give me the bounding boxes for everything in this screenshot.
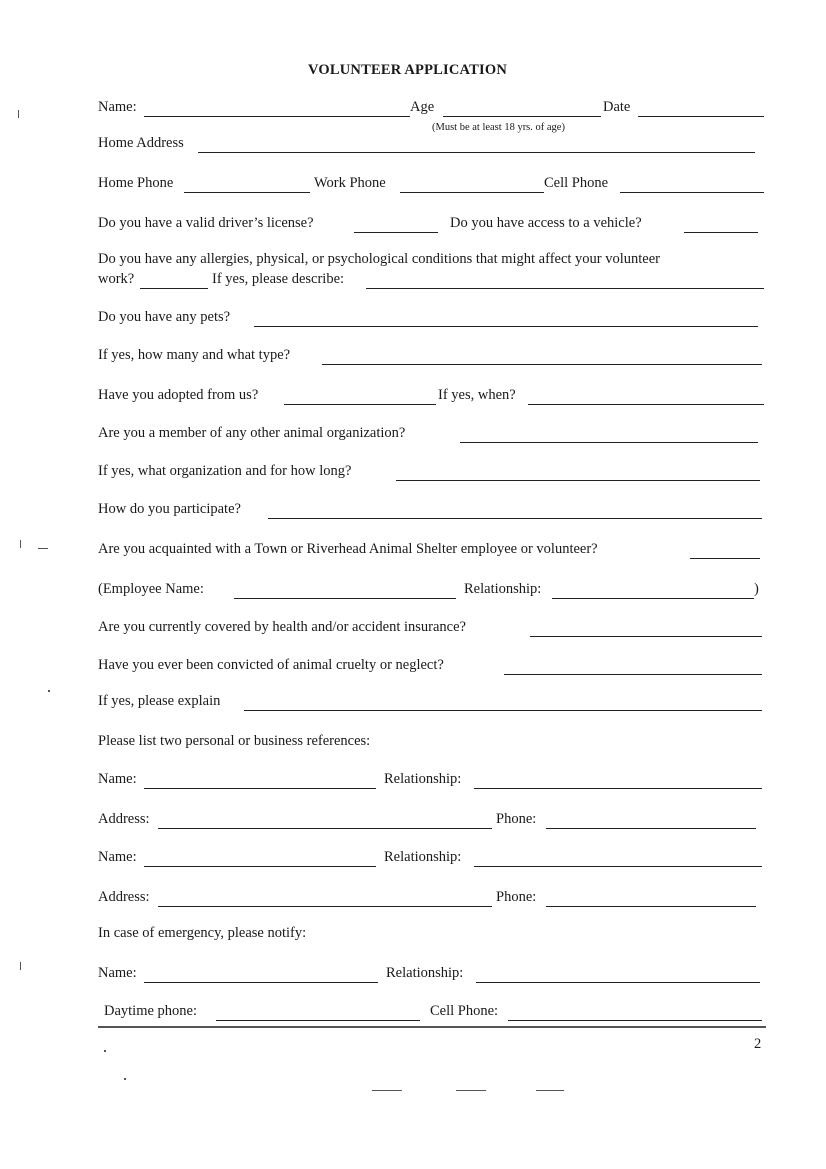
allergies-describe-field[interactable] <box>366 288 764 289</box>
insurance-label: Are you currently covered by health and/or accident insurance? <box>98 619 466 635</box>
ref1-address-label: Address: <box>98 811 150 827</box>
scan-speck <box>20 540 21 548</box>
ref2-name-field[interactable] <box>144 866 376 867</box>
row-ref1-address <box>98 810 764 832</box>
row-emergency <box>98 924 764 946</box>
row-ref2-address <box>98 888 764 910</box>
participate-label: How do you participate? <box>98 501 241 517</box>
home-phone-field[interactable] <box>184 192 310 193</box>
row-explain <box>98 692 764 714</box>
employee-name-label: (Employee Name: <box>98 581 204 597</box>
row-pets-type <box>98 346 764 368</box>
em-cell-label: Cell Phone: <box>430 1003 499 1019</box>
ref2-phone-label: Phone: <box>496 889 537 905</box>
convicted-label: Have you ever been convicted of animal cruelty or neglect? <box>98 657 444 673</box>
employee-close-paren: ) <box>754 581 759 597</box>
em-relationship-field[interactable] <box>476 982 760 983</box>
acquainted-field[interactable] <box>690 558 760 559</box>
row-allergies <box>98 270 764 292</box>
scan-speck <box>48 690 50 692</box>
allergies-describe-label: If yes, please describe: <box>212 271 345 287</box>
participate-field[interactable] <box>268 518 762 519</box>
scan-speck <box>124 1078 126 1080</box>
row-adopted <box>98 386 764 408</box>
employee-name-field[interactable] <box>234 598 456 599</box>
ref1-relationship-label: Relationship: <box>384 771 462 787</box>
scan-speck <box>456 1090 486 1091</box>
pets-type-label: If yes, how many and what type? <box>98 347 291 363</box>
bottom-rule <box>98 1026 766 1028</box>
row-license-vehicle <box>98 214 764 236</box>
ref2-address-field[interactable] <box>158 906 492 907</box>
emergency-label: In case of emergency, please notify: <box>98 925 307 941</box>
row-member-which <box>98 462 764 484</box>
ref2-name-label: Name: <box>98 849 137 865</box>
em-name-label: Name: <box>98 965 137 981</box>
row-ref2-name <box>98 848 764 870</box>
age-label: Age <box>410 99 435 115</box>
em-name-field[interactable] <box>144 982 378 983</box>
adopted-when-label: If yes, when? <box>438 387 516 403</box>
scan-speck <box>38 548 48 549</box>
em-cell-field[interactable] <box>508 1020 762 1021</box>
allergies-line-1: Do you have any allergies, physical, or psychological conditions that might affect your volunteer <box>98 251 661 267</box>
vehicle-field[interactable] <box>684 232 758 233</box>
age-note: (Must be at least 18 yrs. of age) <box>432 122 565 133</box>
explain-label: If yes, please explain <box>98 693 221 709</box>
ref2-relationship-field[interactable] <box>474 866 762 867</box>
acquainted-label: Are you acquainted with a Town or Riverhead Animal Shelter employee or volunteer? <box>98 541 598 557</box>
employee-relationship-label: Relationship: <box>464 581 542 597</box>
home-phone-label: Home Phone <box>98 175 174 191</box>
pets-label: Do you have any pets? <box>98 309 231 325</box>
ref1-address-field[interactable] <box>158 828 492 829</box>
work-phone-label: Work Phone <box>314 175 386 191</box>
employee-relationship-field[interactable] <box>552 598 754 599</box>
row-ref1-name <box>98 770 764 792</box>
row-insurance <box>98 618 764 640</box>
cell-phone-field[interactable] <box>620 192 764 193</box>
ref1-phone-label: Phone: <box>496 811 537 827</box>
row-phones <box>98 174 764 196</box>
scan-speck <box>18 110 19 118</box>
row-participate <box>98 500 764 522</box>
adopted-when-field[interactable] <box>528 404 764 405</box>
daytime-phone-field[interactable] <box>216 1020 420 1021</box>
pets-field[interactable] <box>254 326 758 327</box>
member-label: Are you a member of any other animal organization? <box>98 425 406 441</box>
ref2-address-label: Address: <box>98 889 150 905</box>
home-address-label: Home Address <box>98 135 184 151</box>
page-number: 2 <box>754 1036 762 1052</box>
insurance-field[interactable] <box>530 636 762 637</box>
license-field[interactable] <box>354 232 438 233</box>
allergies-yesno-field[interactable] <box>140 288 208 289</box>
scan-speck <box>20 962 21 970</box>
name-field[interactable] <box>144 116 410 117</box>
row-name-age-date <box>98 98 764 120</box>
pets-type-field[interactable] <box>322 364 762 365</box>
convicted-field[interactable] <box>504 674 762 675</box>
age-field[interactable] <box>443 116 601 117</box>
member-field[interactable] <box>460 442 758 443</box>
work-phone-field[interactable] <box>400 192 544 193</box>
vehicle-label: Do you have access to a vehicle? <box>450 215 642 231</box>
ref1-relationship-field[interactable] <box>474 788 762 789</box>
ref1-name-field[interactable] <box>144 788 376 789</box>
scan-speck <box>372 1090 402 1091</box>
references-label: Please list two personal or business references: <box>98 733 371 749</box>
date-field[interactable] <box>638 116 764 117</box>
row-acquainted <box>98 540 764 562</box>
ref1-name-label: Name: <box>98 771 137 787</box>
scan-speck <box>536 1090 564 1091</box>
row-employee <box>98 580 764 602</box>
cell-phone-label: Cell Phone <box>544 175 609 191</box>
scan-speck <box>104 1050 106 1052</box>
member-which-field[interactable] <box>396 480 760 481</box>
adopted-field[interactable] <box>284 404 436 405</box>
home-address-field[interactable] <box>198 152 755 153</box>
member-which-label: If yes, what organization and for how long? <box>98 463 352 479</box>
row-em-name <box>98 964 764 986</box>
ref1-phone-field[interactable] <box>546 828 756 829</box>
allergies-work-label: work? <box>98 271 135 287</box>
name-label: Name: <box>98 99 137 115</box>
adopted-label: Have you adopted from us? <box>98 387 259 403</box>
ref2-relationship-label: Relationship: <box>384 849 462 865</box>
row-home-address <box>98 134 764 156</box>
row-em-phones <box>98 1002 764 1024</box>
daytime-phone-label: Daytime phone: <box>104 1003 198 1019</box>
allergies-question <box>98 250 768 268</box>
license-label: Do you have a valid driver’s license? <box>98 215 314 231</box>
explain-field[interactable] <box>244 710 762 711</box>
row-references <box>98 732 764 754</box>
form-title: VOLUNTEER APPLICATION <box>308 62 508 78</box>
ref2-phone-field[interactable] <box>546 906 756 907</box>
em-relationship-label: Relationship: <box>386 965 464 981</box>
row-convicted <box>98 656 764 678</box>
row-member <box>98 424 764 446</box>
date-label: Date <box>603 99 631 115</box>
row-pets <box>98 308 764 330</box>
